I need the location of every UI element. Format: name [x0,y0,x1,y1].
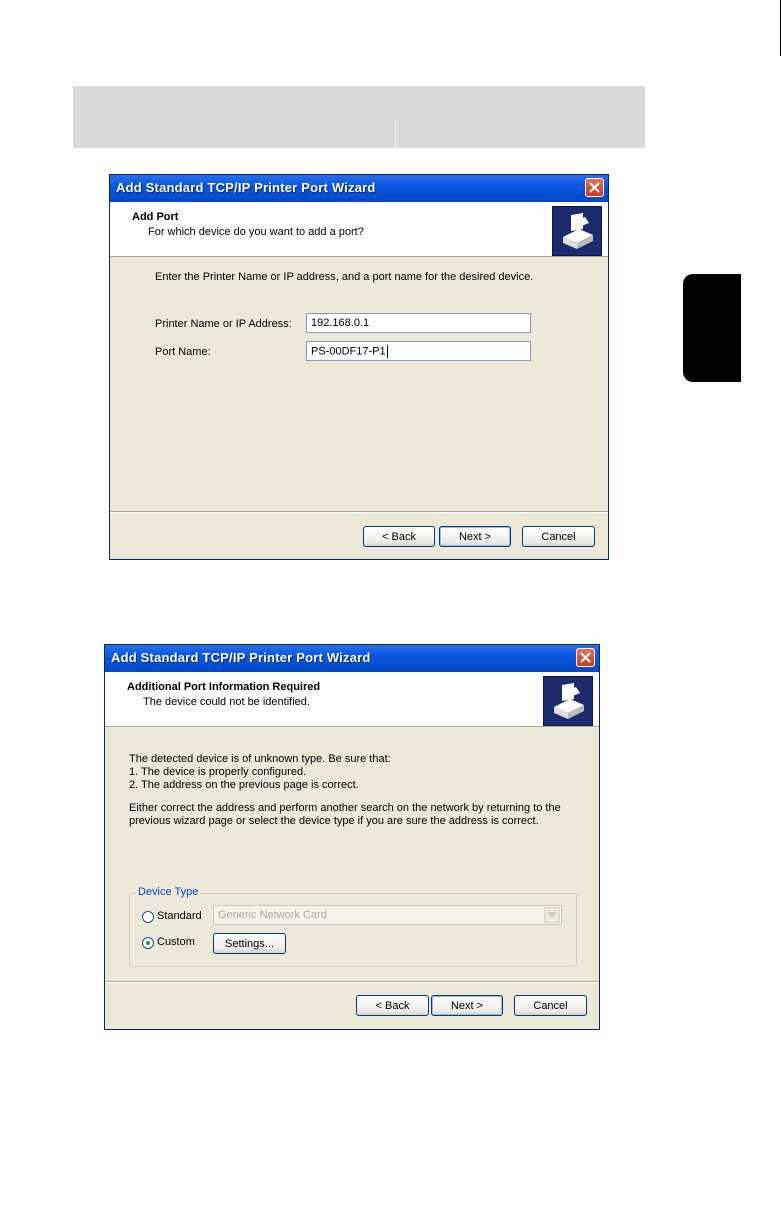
window-title: Add Standard TCP/IP Printer Port Wizard [111,650,371,665]
printer-wizard-icon [543,676,593,726]
header-title: Add Port [132,211,179,223]
printer-wizard-icon [552,206,602,256]
port-name-label: Port Name: [155,346,211,358]
custom-label[interactable]: Custom [157,936,195,948]
standard-radio[interactable] [142,911,154,923]
device-type-legend: Device Type [138,886,199,898]
footer-separator [105,981,599,983]
header-title: Additional Port Information Required [127,681,321,693]
bar-divider [395,120,396,148]
wizard-header [105,672,599,727]
next-button[interactable]: Next > [431,995,503,1016]
close-icon [580,652,591,663]
standard-label[interactable]: Standard [157,910,202,922]
back-button[interactable]: < Back [363,526,435,547]
info-line-2: 1. The device is properly configured. [129,766,307,778]
custom-radio[interactable] [142,937,154,949]
chapter-tab [683,274,741,382]
cancel-button[interactable]: Cancel [522,526,595,547]
instruction-line-2: previous wizard page or select the device type if you are sure the address is correct. [129,815,539,827]
cancel-button[interactable]: Cancel [514,995,587,1016]
header-subtitle: For which device do you want to add a port? [148,226,364,238]
title-bar [105,645,599,672]
info-line-3: 2. The address on the previous page is correct. [129,779,359,791]
window-title: Add Standard TCP/IP Printer Port Wizard [116,180,376,195]
close-icon [589,182,600,193]
instruction-text: Enter the Printer Name or IP address, and a port name for the desired device. [155,271,534,283]
port-name-input[interactable] [306,341,531,361]
close-button[interactable] [585,178,604,197]
additional-info-dialog [104,644,600,1030]
info-line-1: The detected device is of unknown type. Be sure that: [129,753,391,765]
wizard-header [110,202,608,257]
port-name-value: PS-00DF17-P1 [311,345,386,358]
instruction-line-1: Either correct the address and perform another search on the network by returning to the [129,802,561,814]
printer-name-label: Printer Name or IP Address: [155,318,292,330]
add-port-dialog [109,174,609,560]
footer-separator [110,511,608,513]
back-button[interactable]: < Back [356,995,429,1016]
standard-device-value: Generic Network Card [218,909,327,921]
printer-name-input[interactable]: 192.168.0.1 [306,313,531,333]
selected-dot [146,941,150,945]
crop-mark-vertical [780,0,781,56]
section-header-bar [73,86,645,148]
close-button[interactable] [576,648,595,667]
settings-button[interactable]: Settings... [213,933,286,954]
standard-device-select[interactable] [213,905,562,925]
text-caret [387,345,388,358]
title-bar [110,175,608,202]
dropdown-arrow-icon[interactable] [544,907,560,923]
next-button[interactable]: Next > [439,526,511,547]
header-subtitle: The device could not be identified. [143,696,310,708]
